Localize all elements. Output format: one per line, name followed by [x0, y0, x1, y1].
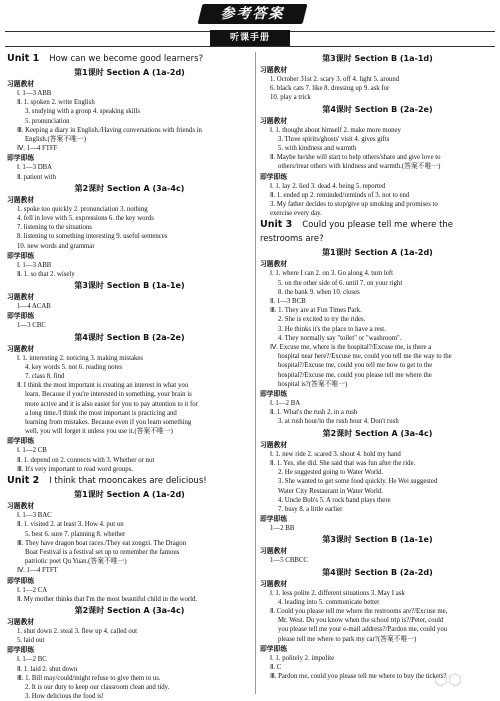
section-heading: 习题教材 [7, 80, 35, 88]
answer-line: Ⅱ. patient with [17, 173, 57, 181]
answer-line: 1. shut down 2. steal 3. flew up 4. called out [17, 627, 138, 635]
answer-line: hospital is?(答案不唯一) [278, 380, 348, 388]
left-column [7, 52, 252, 701]
section-heading: 即学即练 [260, 644, 288, 653]
answer-line: Ⅱ. 1. depend on 2. connects with 3. Whether or not [17, 456, 155, 464]
section-heading: 习题教材 [7, 344, 35, 353]
answer-line: please tell me where to park my car?(答案不唯一) [278, 635, 417, 643]
section-heading: 习题教材 [260, 579, 288, 588]
section-heading: 即学即练 [260, 172, 288, 181]
answer-line: 3. studying with a group 4. speaking skills [25, 108, 140, 116]
answer-line: 3. Three spirits/ghosts' visit 4. gives gifts [278, 135, 390, 143]
answer-line: Ⅰ. 1. thought about himself 2. make more money [270, 126, 401, 134]
answer-line: Ⅱ. 1. laid 2. shut down [17, 665, 78, 673]
section-heading: 即学即练 [7, 646, 35, 655]
answer-line: Ⅰ. 1—2 BC [17, 656, 47, 664]
answer-line: English.(答案不唯一) [25, 136, 86, 144]
answer-line: 4. They normally say "toilet" or "washroom". [278, 334, 402, 342]
lesson-heading: 第2课时 Section A (3a-4c) [322, 428, 433, 438]
answer-line: 8. the bank 9. when 10. closes [278, 288, 360, 296]
answer-line: exercise every day. [270, 210, 322, 218]
answer-line: Ⅱ. 1. visited 2. at least 3. How 4. put on [17, 521, 124, 529]
page-title: 参考答案 [220, 6, 285, 22]
lesson-heading: 第3课时 Section B (1a-1d) [322, 54, 433, 63]
lesson-heading: 第1课时 Section A (1a-2d) [74, 68, 185, 77]
unit-label: Unit 3 [260, 219, 293, 231]
lesson-heading: 第4课时 Section B (2a-2e) [322, 104, 433, 114]
section-heading: 即学即练 [7, 251, 35, 260]
answer-header [0, 0, 500, 46]
answer-line: Ⅰ. 1. new ride 2. scared 3. shout 4. hold my hand [270, 450, 401, 458]
answer-line: 2. He suggested going to Water World. [278, 469, 384, 477]
answer-line: Ⅰ. 1. lay 2. lied 3. dead 4. being 5. reported [270, 182, 386, 190]
answer-line: 8. listening to something interesting 9. useful sentences [17, 233, 168, 241]
unit-heading [7, 52, 252, 66]
section-heading: 习题教材 [7, 293, 35, 302]
answer-line: Ⅰ. 1—3 BAC [17, 512, 52, 520]
section-heading: 习题教材 [7, 502, 35, 511]
answer-line: Ⅱ. C [270, 663, 282, 671]
answer-line: 3. He thinks it's the place to have a rest. [278, 325, 386, 333]
answer-line: Ⅲ. 1. They are at Fun Times Park. [270, 307, 362, 315]
column-divider [255, 52, 256, 694]
section-heading: 习题教材 [260, 260, 288, 269]
unit-label: Unit 2 [7, 475, 40, 487]
section-heading: 习题教材 [260, 116, 288, 125]
answer-line: 10. play a trick [270, 94, 311, 102]
section-heading: 习题教材 [7, 195, 35, 204]
answer-line: Ⅱ. 1. spoken 2. write English [17, 99, 95, 107]
answer-line: 4. leading into 5. communicate better [278, 598, 380, 606]
answer-line: Ⅲ. They have dragon boat races./They eat zongzi. The Dragon [17, 539, 187, 547]
answer-line: Ⅱ. 1. ended up 2. reminded/reminds of 3. not to end [270, 191, 410, 199]
answer-line: Ⅱ. 1. Yes, she did. She said that was fun after the ride. [270, 459, 416, 467]
lesson-heading: 第1课时 Section A (1a-2d) [322, 248, 433, 258]
answer-line: 3. My father decides to stop/give up smoking and promises to [270, 201, 438, 209]
answer-line: learning from mistakes. Because even if you learn something [25, 419, 192, 427]
answer-line: learn. Because if you're interested in something, your brain is [25, 391, 192, 399]
answer-line: Ⅰ. 1. less polite 2. different situations 3. May I ask [270, 589, 405, 597]
answer-line: Ⅰ. 1—2 BA [270, 400, 301, 408]
unit-title: I think that mooncakes are delicious! [49, 476, 207, 487]
answer-line: Ⅱ. My mother thinks that I'm the most beautiful child in the world. [17, 595, 198, 603]
lesson-heading: 第2课时 Section A (3a-4c) [74, 605, 185, 615]
answer-line: 6. black cats 7. like 8. dressing up 9. ask for [270, 85, 390, 93]
answer-line: 4. fell in love with 5. expressions 6. the key words [17, 215, 154, 223]
answer-line: 1. October 31st 2. scary 3. off 4. light 5. around [270, 76, 400, 83]
answer-line: Ⅲ. Pardon me, could you please tell me where to buy the tickets? [270, 673, 447, 681]
lesson-heading: 第2课时 Section A (3a-4c) [74, 183, 185, 193]
answer-line: 3. How delicious the food is! [25, 693, 104, 701]
answer-line: Boat Festival is a festival set up to remember the famous [25, 548, 180, 556]
answer-line: 7. class 8. find [25, 373, 65, 381]
answer-line: 7. busy 8. a little earlier [278, 505, 343, 513]
unit-heading [7, 474, 252, 488]
answer-line: hospital?/Excuse me, could you tell me how to get to the [278, 362, 433, 370]
lesson-heading: 第4课时 Section B (2a-2e) [74, 332, 185, 342]
answer-line: more active and it is also easier for you to pay attention to it for [25, 400, 198, 408]
answer-line: Water City Restaurant in Water World. [278, 487, 383, 495]
section-subtitle: 听课手册 [210, 30, 290, 46]
answer-line: Ⅰ. 1—3 ABB [17, 261, 52, 269]
section-heading: 即学即练 [7, 576, 35, 585]
answer-line: 10. new words and grammar [17, 242, 95, 250]
answer-line: Ⅱ. I think the most important is creating an interest in what you [17, 382, 189, 390]
answer-line: 4. Uncle Bob's 5. A rock band plays there [278, 496, 391, 504]
section-heading: 即学即练 [260, 390, 288, 399]
answer-line: Ⅳ. 1—4 FTFF [17, 145, 58, 153]
answer-line: Ⅲ. 1. Bill may/could/might refuse to give them to us. [17, 674, 161, 682]
section-heading: 即学即练 [260, 515, 288, 524]
answer-line: Mr. West. Do you know when the school trip is?/Peter, could [278, 617, 444, 625]
answer-line: 5. laid out [17, 637, 45, 645]
answer-line: Ⅱ. 1. What's the rush 2. in a rush [270, 409, 358, 417]
answer-line: patriotic poet Qu Yuan.(答案不唯一) [25, 558, 127, 566]
answer-line: Ⅱ. 1—3 BCB [270, 298, 306, 306]
lesson-heading: 第1课时 Section A (1a-2d) [74, 490, 185, 500]
answer-line: 5. with kindness and warmth [278, 145, 357, 153]
answer-line: 1—2 BB [270, 525, 295, 533]
answer-line: 3. at rush hour/in the rush hour 4. Don't rush [278, 418, 399, 426]
lesson-heading: 第3课时 Section B (1a-1e) [322, 535, 433, 545]
answer-line: hospital near here?/Excuse me, could you tell me the way to the [278, 353, 452, 361]
answer-line: Ⅱ. Maybe he/she will start to help others/share and give love to [270, 154, 441, 162]
answer-line: 7. listening to the situations [17, 224, 92, 232]
answer-line: well, you will forget it unless you use it.(答案不唯一) [25, 428, 173, 436]
answer-line: 1—5 CBBCC [270, 557, 308, 565]
answer-line: 1—3 CBC [17, 322, 46, 330]
unit-label: Unit 1 [7, 53, 40, 64]
answer-line: Ⅰ. 1. where I can 2. on 3. Go along 4. turn left [270, 270, 393, 278]
answer-line: Ⅰ. 1—3 DBA [17, 164, 53, 172]
section-heading: 习题教材 [260, 547, 288, 556]
answer-line: Ⅰ. 1—2 CB [17, 447, 47, 455]
answer-line: 1—4 ACAB [17, 303, 51, 311]
lesson-heading: 第4课时 Section B (2a-2d) [322, 567, 433, 577]
unit-heading [260, 218, 495, 246]
answer-line: 1. spoke too quickly 2. pronunciation 3. nothing [17, 205, 148, 213]
answer-line: 4. key words 5. not 6. reading notes [25, 363, 123, 371]
answer-line: 5. on the other side of 6. until 7. on your right [278, 279, 403, 287]
answer-line: Ⅱ. Could you please tell me where the restrooms are?/Excuse me, [270, 607, 448, 615]
answer-line: 2. It is our duty to keep our classroom clean and tidy. [25, 683, 170, 691]
answer-line: 5. best 6. sure 7. planning 8. whether [25, 530, 126, 538]
answer-line: a long time./I think the most important is practicing and [25, 409, 177, 417]
answer-line: Ⅳ. 1—4 FTFT [17, 567, 58, 575]
section-heading: 即学即练 [7, 437, 35, 446]
lesson-heading: 第3课时 Section B (1a-1e) [74, 281, 185, 291]
section-heading: 习题教材 [7, 617, 35, 626]
answer-line: hospital?/Excuse me, could you please tell me where the [278, 371, 432, 379]
answer-line: others/treat others with kindness and warmth.(答案不唯一) [278, 163, 441, 171]
answer-line: Ⅳ. Excuse me, where is the hospital?/Excuse me, is there a [270, 344, 432, 352]
right-column [260, 52, 495, 681]
answer-line: 3. She wanted to get some food quickly. He Wei suggested [278, 478, 438, 486]
unit-title: Could you please tell me where the restrooms are? [260, 220, 454, 245]
answer-line: Ⅲ. Keeping a diary in English./Having conversations with friends in [17, 126, 202, 134]
answer-line: Ⅰ. 1—2 CA [17, 586, 48, 594]
section-heading: 即学即练 [7, 154, 35, 163]
answer-line: Ⅰ. 1. interesting 2. noticing 3. making mistakes [17, 354, 144, 362]
answer-line: Ⅰ. 1. politely 2. impolite [270, 654, 335, 662]
answer-line: Ⅲ. It's very important to read word groups. [17, 465, 133, 473]
answer-line: Ⅱ. 1. so that 2. wisely [17, 271, 75, 279]
section-heading: 习题教材 [260, 440, 288, 449]
answer-line: you please tell me your e-mail address?/Pardon me, could you [278, 626, 448, 634]
answer-line: 5. pronunciation [25, 117, 70, 125]
answer-line: 2. She is excited to try the rides. [278, 316, 366, 324]
section-heading: 即学即练 [7, 312, 35, 321]
watermark-logo: ⬡⬡ [434, 670, 462, 689]
unit-title: How can we become good learners? [49, 54, 204, 64]
section-heading: 习题教材 [260, 66, 288, 74]
answer-line: Ⅰ. 1—3 ABB [17, 90, 52, 97]
